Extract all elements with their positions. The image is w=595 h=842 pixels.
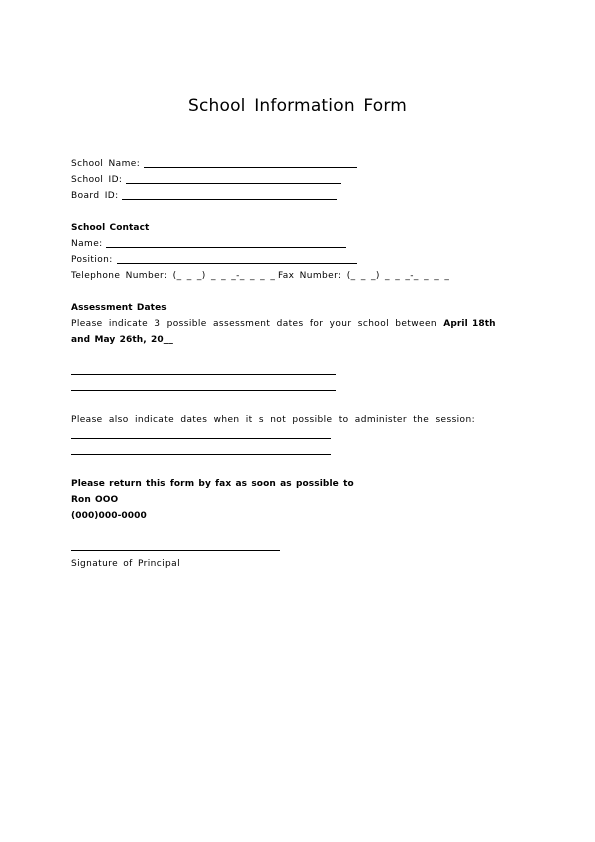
page-title: School Information Form (187, 96, 408, 116)
school-name-label: School Name: (71, 159, 141, 169)
assessment-date-start: April 18th (443, 319, 496, 329)
return-fax-number: (000)000-0000 (71, 511, 147, 521)
telephone-label[interactable]: Telephone Number: (_ _ _) _ _ _-_ _ _ _ (71, 271, 276, 281)
assessment-heading: Assessment Dates (71, 303, 167, 313)
school-name-field[interactable] (144, 167, 357, 168)
assessment-date-line-1[interactable] (71, 374, 336, 375)
school-id-label: School ID: (71, 175, 123, 185)
contact-name-label: Name: (71, 239, 103, 249)
contact-position-label: Position: (71, 255, 113, 265)
not-possible-line-1[interactable] (71, 438, 331, 439)
assessment-date-end: and May 26th, 20__ (71, 335, 173, 345)
board-id-field[interactable] (122, 199, 337, 200)
signature-line[interactable] (71, 550, 280, 551)
assessment-instruction-text: Please indicate 3 possible assessment dates for your school between (71, 319, 437, 329)
signature-label: Signature of Principal (71, 559, 180, 569)
assessment-date-line-2[interactable] (71, 390, 336, 391)
fax-label[interactable]: Fax Number: (_ _ _) _ _ _-_ _ _ _ (278, 271, 450, 281)
not-possible-instruction: Please also indicate dates when it s not possible to administer the session: (71, 415, 475, 425)
board-id-label: Board ID: (71, 191, 119, 201)
school-contact-heading: School Contact (71, 223, 150, 233)
contact-name-field[interactable] (106, 247, 346, 248)
contact-position-field[interactable] (117, 263, 357, 264)
not-possible-line-2[interactable] (71, 454, 331, 455)
school-id-field[interactable] (126, 183, 341, 184)
assessment-instruction (71, 318, 496, 330)
return-instruction: Please return this form by fax as soon as possible to (71, 479, 354, 489)
return-contact-name: Ron OOO (71, 495, 119, 505)
